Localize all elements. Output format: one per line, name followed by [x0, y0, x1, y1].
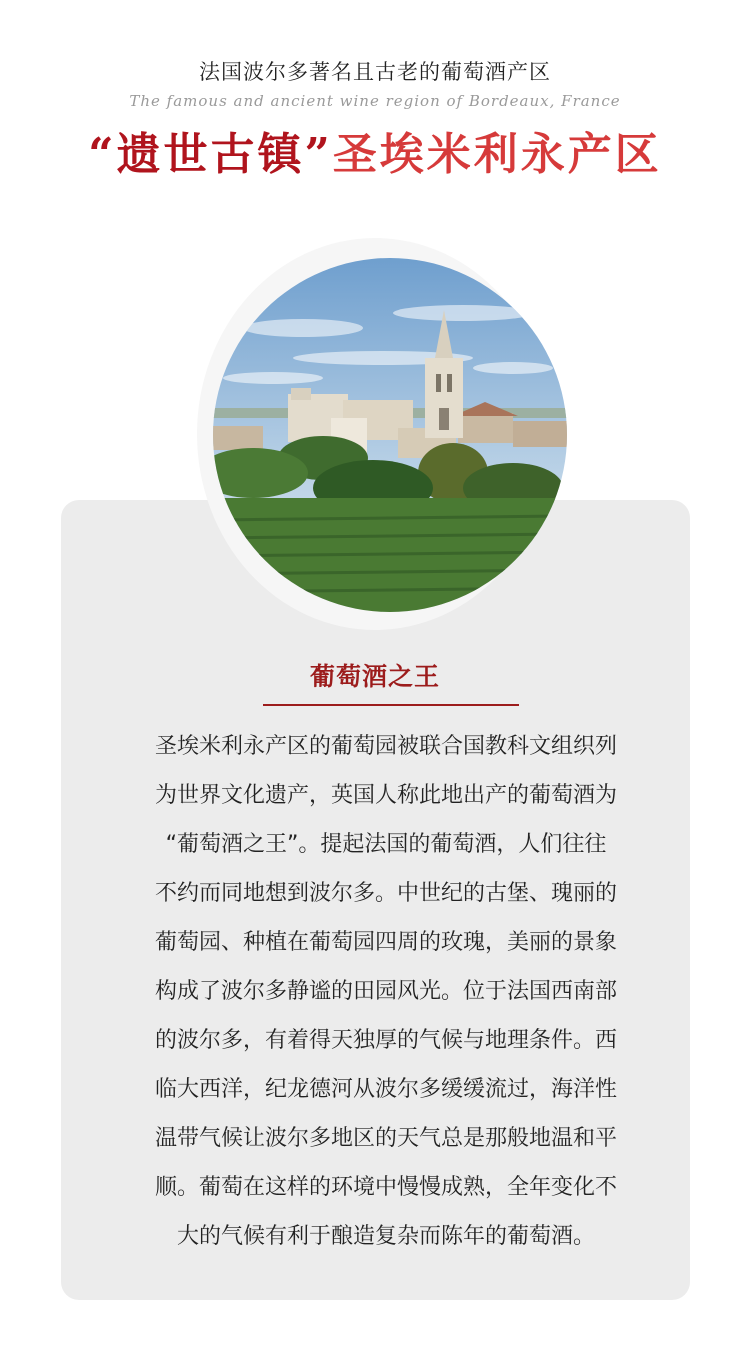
town-photo — [213, 258, 567, 612]
body-line: 不约而同地想到波尔多。中世纪的古堡、瑰丽的 — [154, 881, 617, 906]
body-line: 葡萄园、种植在葡萄园四周的玫瑰，美丽的景象 — [154, 930, 617, 955]
body-line: 的波尔多，有着得天独厚的气候与地理条件。西 — [154, 1028, 617, 1053]
body-line: 临大西洋，纪龙德河从波尔多缓缓流过，海洋性 — [154, 1077, 617, 1102]
page-headline — [0, 118, 750, 182]
body-line: 为世界文化遗产，英国人称此地出产的葡萄酒为 — [154, 783, 617, 808]
headline-quote: “遗世古镇” — [88, 129, 333, 180]
headline-region-name: 圣埃米利永产区 — [332, 129, 662, 180]
body-line: 大的气候有利于酿造复杂而陈年的葡萄酒。 — [176, 1224, 595, 1249]
body-line: 温带气候让波尔多地区的天气总是那般地温和平 — [154, 1126, 617, 1151]
section-title: 葡萄酒之王 — [309, 662, 440, 691]
body-line: 顺。葡萄在这样的环境中慢慢成熟，全年变化不 — [154, 1175, 617, 1200]
section-body-text — [118, 722, 654, 1261]
header-kicker: 法国波尔多著名且古老的葡萄酒产区 — [199, 60, 551, 84]
header-english-subtitle: The famous and ancient wine region of Bordeaux, France — [129, 92, 621, 110]
body-line: 构成了波尔多静谧的田园风光。位于法国西南部 — [154, 979, 617, 1004]
title-divider — [263, 704, 519, 706]
body-line: 圣埃米利永产区的葡萄园被联合国教科文组织列 — [154, 734, 617, 759]
body-line: “葡萄酒之王”。提起法国的葡萄酒，人们往往 — [165, 832, 607, 857]
